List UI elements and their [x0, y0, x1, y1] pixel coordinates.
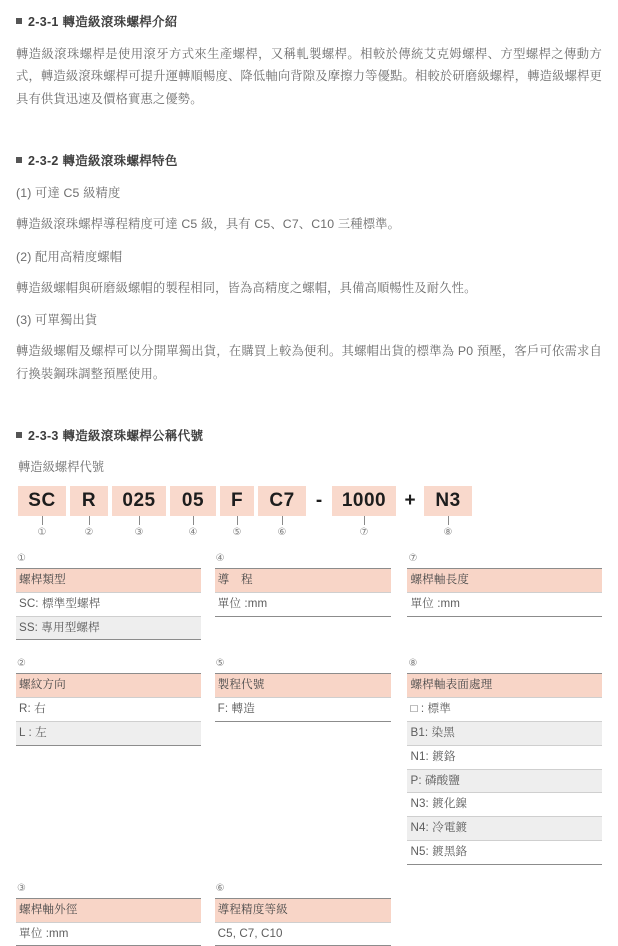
model-code-label: 轉造級螺桿代號 — [18, 460, 105, 474]
spec-block-6-number: ⑥ — [215, 882, 225, 894]
feature-1-title: (1) 可達 C5 級精度 — [16, 186, 121, 201]
spec-table-2 — [16, 673, 201, 745]
marker-⑧: ⑧ — [443, 527, 453, 538]
leader-line — [193, 516, 194, 525]
spec-header-cell: 螺桿類型 — [16, 569, 201, 593]
table-row — [16, 922, 201, 946]
model-code-segment-⑧: N3 — [424, 486, 472, 516]
table-row — [407, 698, 602, 722]
bullet-square-icon — [16, 18, 22, 24]
leader-line — [89, 516, 90, 525]
spec-value-cell: □ : 標準 — [407, 698, 602, 722]
feature-3-text: 轉造級螺帽及螺桿可以分開單獨出貨，在購買上較為便利。其螺帽出貨的標準為 P0 預壓，客戶可依需求自行換裝鋼珠調整預壓使用。 — [16, 344, 602, 381]
section-heading-2-3-3 — [16, 426, 602, 444]
table-row — [407, 793, 602, 817]
spec-block-5-number: ⑤ — [215, 658, 225, 670]
section-heading-2-3-3-text: 2-3-3 轉造級滾珠螺桿公稱代號 — [28, 429, 204, 443]
model-code-segment-③: 025 — [112, 486, 166, 516]
feature-3-title: (3) 可單獨出貨 — [16, 313, 98, 328]
spec-table-row-2 — [16, 659, 602, 864]
spec-value-cell: F: 轉造 — [215, 698, 392, 722]
spec-table-row-1 — [16, 554, 602, 640]
spec-block-8-number: ⑧ — [408, 658, 418, 670]
spec-header-cell: 螺桿軸長度 — [407, 569, 602, 593]
spec-value-cell: N4: 冷電鍍 — [407, 817, 602, 841]
spec-table-3 — [16, 898, 201, 946]
spec-header-row — [407, 569, 602, 593]
model-code-row — [18, 486, 602, 516]
spec-block-empty — [407, 884, 602, 946]
spec-value-cell: SC: 標準型螺桿 — [16, 592, 201, 616]
spec-table-4 — [215, 568, 392, 617]
spec-header-row — [215, 674, 392, 698]
leader-line — [42, 516, 43, 525]
spec-header-row — [215, 569, 392, 593]
model-code-diagram — [18, 486, 602, 546]
spec-block-3 — [16, 884, 201, 946]
table-row — [407, 721, 602, 745]
table-row — [16, 721, 201, 745]
model-code-segment-⑤: F — [220, 486, 254, 516]
spec-header-row — [16, 898, 201, 922]
spec-block-6 — [215, 884, 392, 946]
intro-paragraph: 轉造級滾珠螺桿是使用滾牙方式來生產螺桿，又稱軋製螺桿。相較於傳統艾克姆螺桿、方型螺桿之傳動方式，轉造級滾珠螺桿可提升運轉順暢度、降低軸向背隙及摩擦力等優點。相較於研磨級螺桿，轉造級螺桿更具有供貨迅速及價格實惠之優勢。 — [16, 47, 602, 106]
table-row — [215, 922, 392, 946]
spec-block-8 — [407, 659, 602, 864]
spec-table-7 — [407, 568, 602, 617]
marker-①: ① — [37, 527, 47, 538]
spec-value-cell: 單位 :mm — [16, 922, 201, 946]
leader-line — [237, 516, 238, 525]
spec-value-cell: N5: 鍍黑鉻 — [407, 840, 602, 864]
table-row — [215, 698, 392, 722]
leader-line — [139, 516, 140, 525]
model-code-segment-⑦: 1000 — [332, 486, 396, 516]
spec-block-7 — [407, 554, 602, 640]
section-heading-2-3-2 — [16, 151, 602, 169]
table-row — [16, 698, 201, 722]
spec-table-1 — [16, 568, 201, 640]
marker-⑤: ⑤ — [232, 527, 242, 538]
spec-header-row — [16, 569, 201, 593]
table-row — [407, 592, 602, 616]
spec-header-row — [215, 898, 392, 922]
leader-line — [282, 516, 283, 525]
spec-block-4 — [215, 554, 392, 640]
feature-2-text: 轉造級螺帽與研磨級螺帽的製程相同，皆為高精度之螺帽，具備高順暢性及耐久性。 — [16, 280, 477, 295]
bullet-square-icon — [16, 432, 22, 438]
section-heading-2-3-1-text: 2-3-1 轉造級滾珠螺桿介紹 — [28, 15, 178, 29]
spec-block-3-number: ③ — [17, 882, 26, 894]
spec-block-1 — [16, 554, 201, 640]
table-row — [407, 769, 602, 793]
spec-table-8 — [407, 673, 602, 864]
spacer — [16, 120, 602, 140]
spec-value-cell: SS: 專用型螺桿 — [16, 616, 201, 640]
spec-table-6 — [215, 898, 392, 946]
leader-line — [364, 516, 365, 525]
spec-block-4-number: ④ — [215, 553, 225, 564]
spec-table-row-3 — [16, 884, 602, 946]
spec-block-1-number: ① — [17, 553, 26, 564]
table-row — [16, 616, 201, 640]
spec-header-cell: 導 程 — [215, 569, 392, 593]
spec-value-cell: N1: 鍍鉻 — [407, 745, 602, 769]
spec-block-5 — [215, 659, 392, 864]
spec-header-cell: 製程代號 — [215, 674, 392, 698]
marker-⑥: ⑥ — [277, 527, 287, 538]
table-row — [16, 592, 201, 616]
table-row — [215, 592, 392, 616]
marker-④: ④ — [188, 527, 198, 538]
spacer — [16, 640, 602, 659]
feature-1-text: 轉造級滾珠螺桿導程精度可達 C5 級，具有 C5、C7、C10 三種標準。 — [16, 217, 401, 232]
table-row — [407, 745, 602, 769]
bullet-square-icon — [16, 157, 22, 163]
model-code-segment-②: R — [70, 486, 108, 516]
spec-header-cell: 螺桿軸表面處理 — [407, 674, 602, 698]
marker-⑦: ⑦ — [359, 527, 369, 538]
marker-②: ② — [84, 527, 94, 538]
spec-value-cell: B1: 染黑 — [407, 721, 602, 745]
spec-value-cell: L : 左 — [16, 721, 201, 745]
spec-value-cell: 單位 :mm — [407, 592, 602, 616]
spec-header-row — [16, 674, 201, 698]
model-code-separator: - — [315, 490, 323, 511]
spec-value-cell: R: 右 — [16, 698, 201, 722]
spec-value-cell: 單位 :mm — [215, 592, 392, 616]
model-code-markers — [18, 516, 602, 546]
spec-tables — [16, 554, 602, 946]
spec-value-cell: C5, C7, C10 — [215, 922, 392, 946]
table-row — [407, 840, 602, 864]
table-row — [407, 817, 602, 841]
leader-line — [448, 516, 449, 525]
model-code-separator: + — [404, 490, 416, 511]
model-code-segment-⑥: C7 — [258, 486, 306, 516]
spacer — [16, 395, 602, 415]
spec-block-2-number: ② — [17, 658, 26, 670]
model-code-segment-①: SC — [18, 486, 66, 516]
spec-header-cell: 螺桿軸外徑 — [16, 898, 201, 922]
spec-value-cell: N3: 鍍化鎳 — [407, 793, 602, 817]
spec-block-2 — [16, 659, 201, 864]
feature-2-title: (2) 配用高精度螺帽 — [16, 249, 123, 264]
section-heading-2-3-2-text: 2-3-2 轉造級滾珠螺桿特色 — [28, 154, 178, 169]
marker-③: ③ — [134, 527, 144, 538]
spec-header-cell: 導程精度等級 — [215, 898, 392, 922]
spacer — [16, 865, 602, 884]
model-code-segment-④: 05 — [170, 486, 216, 516]
spec-header-row — [407, 674, 602, 698]
spec-block-7-number: ⑦ — [408, 553, 418, 564]
section-heading-2-3-1 — [16, 12, 602, 30]
spec-value-cell: P: 磷酸鹽 — [407, 769, 602, 793]
spec-header-cell: 螺紋方向 — [16, 674, 201, 698]
spec-table-5 — [215, 673, 392, 722]
